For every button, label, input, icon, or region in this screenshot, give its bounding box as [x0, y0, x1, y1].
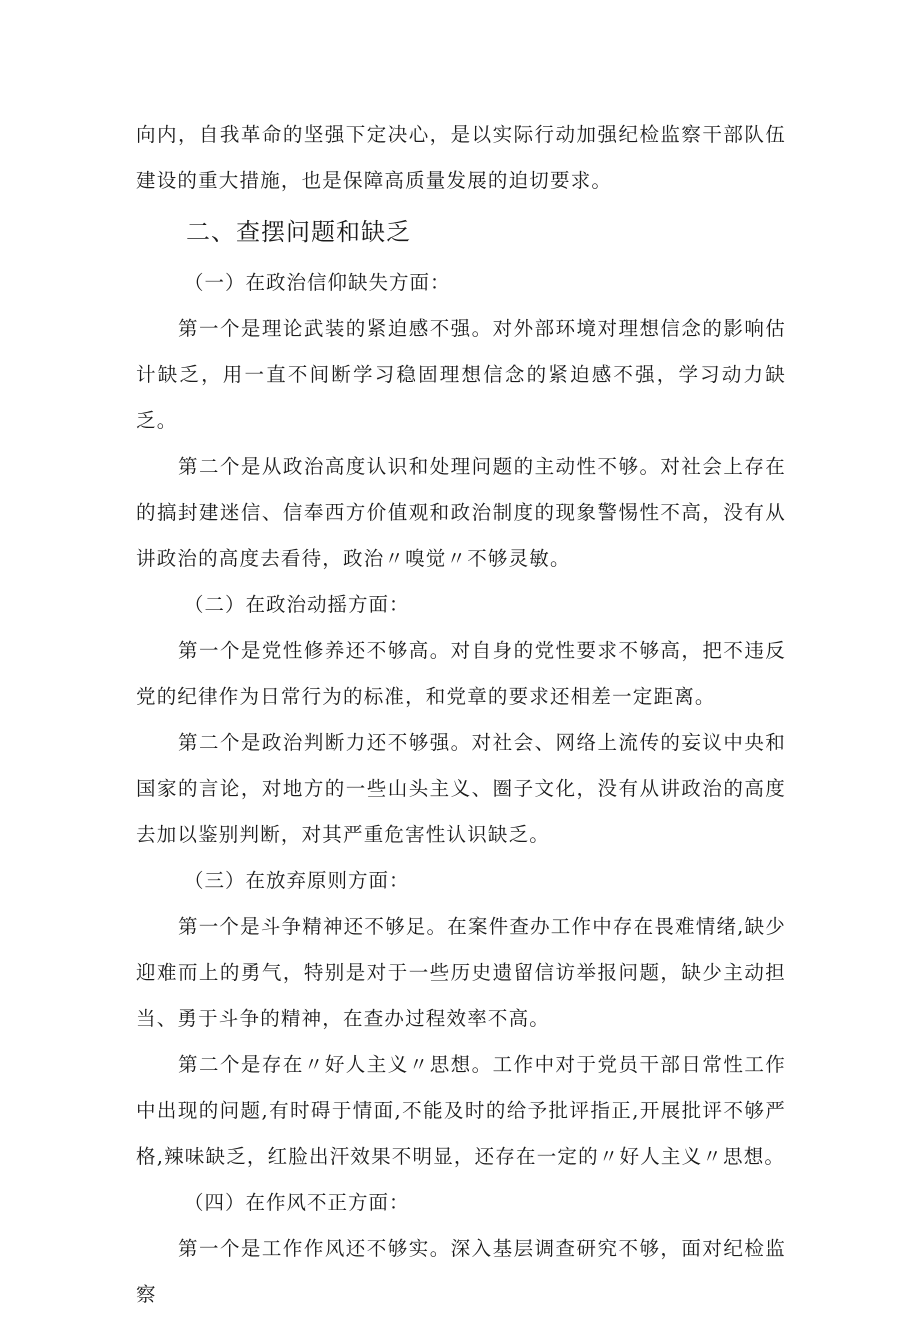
subheading-3: （三）在放弃原则方面： — [184, 869, 410, 892]
section-heading-2: 二、查摆问题和缺乏 — [186, 218, 411, 246]
paragraph-3-1: 第一个是斗争精神还不够足。在案件查办工作中存在畏难情绪,缺少迎难而上的勇气，特别是对于一些历史遗留信访举报问题，缺少主动担当、勇于斗争的精神，在查办过程效率不高。 — [136, 915, 786, 1030]
paragraph-1-1: 第一个是理论武装的紧迫感不强。对外部环境对理想信念的影响估计缺乏，用一直不间断学习稳固理想信念的紧迫感不强，学习动力缺乏。 — [136, 317, 786, 432]
subheading-2: （二）在政治动摇方面： — [184, 593, 410, 616]
subheading-1: （一）在政治信仰缺失方面： — [184, 271, 451, 294]
subheading-4: （四）在作风不正方面： — [184, 1191, 410, 1214]
paragraph-3-2: 第二个是存在〃好人主义〃思想。工作中对于党员干部日常性工作中出现的问题,有时碍于情面,不能及时的给予批评指正,开展批评不够严格,辣味缺乏，红脸出汗效果不明显，还存在一定的〃好人主义〃思想。 — [136, 1053, 786, 1168]
paragraph-1-2: 第二个是从政治高度认识和处理问题的主动性不够。对社会上存在的搞封建迷信、信奉西方价值观和政治制度的现象警惕性不高，没有从讲政治的高度去看待，政治〃嗅觉〃不够灵敏。 — [136, 455, 786, 570]
paragraph-2-1: 第一个是党性修养还不够高。对自身的党性要求不够高，把不违反党的纪律作为日常行为的标准，和党章的要求还相差一定距离。 — [136, 639, 786, 708]
paragraph-4-1: 第一个是工作作风还不够实。深入基层调查研究不够，面对纪检监察 — [136, 1237, 786, 1306]
paragraph-intro-continuation: 向内，自我革命的坚强下定决心，是以实际行动加强纪检监察干部队伍建设的重大措施，也是保障高质量发展的迫切要求。 — [136, 123, 786, 192]
paragraph-2-2: 第二个是政治判断力还不够强。对社会、网络上流传的妄议中央和国家的言论，对地方的一些山头主义、圈子文化，没有从讲政治的高度去加以鉴别判断，对其严重危害性认识缺乏。 — [136, 731, 786, 846]
